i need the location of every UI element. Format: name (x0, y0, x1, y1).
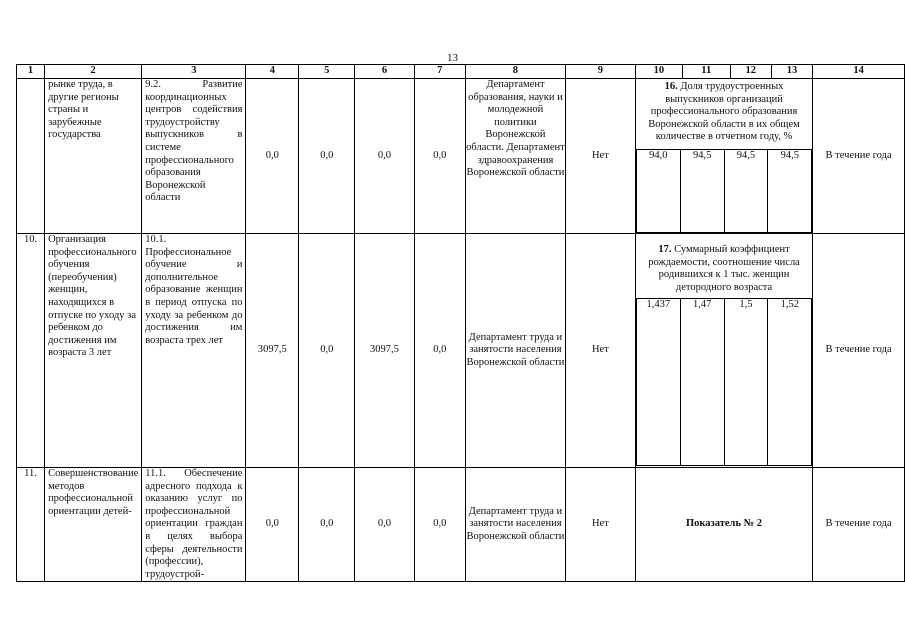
indicator-values (636, 298, 812, 466)
funding-total: 3097,5 (246, 234, 299, 468)
funding-federal: 0,0 (299, 468, 355, 582)
col-header: 10 (635, 65, 682, 79)
deadline: В течение года (813, 79, 905, 234)
col9-value: Нет (565, 79, 635, 234)
indicator-text (636, 234, 812, 298)
indicator-value: 94,5 (724, 150, 768, 233)
funding-other: 0,0 (414, 234, 465, 468)
funding-regional: 0,0 (355, 468, 414, 582)
indicator-number: 17. (658, 244, 672, 255)
table-row (17, 79, 905, 234)
funding-total: 0,0 (246, 79, 299, 234)
sub-event: 9.2. Развитие координационных центров содействия трудоустройству выпускников в системе профессионального образования Воронежской области (142, 79, 246, 234)
funding-regional: 3097,5 (355, 234, 414, 468)
deadline: В течение года (813, 234, 905, 468)
indicator-value: 94,0 (636, 150, 680, 233)
department: Департамент труда и занятости населения Воронежской области (466, 234, 566, 468)
sub-event: 10.1. Профессиональное обучение и дополнительное образование женщин в период отпуска по уходу за ребенком до достижения им возраста трех лет (142, 234, 246, 468)
indicator-value: 94,5 (680, 150, 724, 233)
col-header: 7 (414, 65, 465, 79)
department: Департамент образования, науки и молодежной политики Воронежской области. Департамент здравоохранения Воронежской области (466, 79, 566, 234)
indicator-number: 16. (664, 81, 678, 92)
col-header: 11 (682, 65, 730, 79)
funding-regional: 0,0 (355, 79, 414, 234)
table-row (17, 468, 905, 582)
col-header: 9 (565, 65, 635, 79)
col9-value: Нет (565, 234, 635, 468)
event-name: Совершенствование методов профессиональной ориентации детей- (45, 468, 142, 582)
col-header: 12 (730, 65, 771, 79)
funding-federal: 0,0 (299, 234, 355, 468)
column-numbers-row (17, 65, 905, 79)
indicator-description: Доля трудоустроенных выпускников организаций профессионального образования Воронежской области в их общем количестве в отчетном году, % (648, 81, 800, 143)
indicator-text (636, 79, 812, 149)
funding-other: 0,0 (414, 468, 465, 582)
funding-federal: 0,0 (299, 79, 355, 234)
col-header: 5 (299, 65, 355, 79)
row-number: 11. (17, 468, 45, 582)
row-number: 10. (17, 234, 45, 468)
funding-total: 0,0 (246, 468, 299, 582)
col-header: 6 (355, 65, 414, 79)
table-row (17, 234, 905, 468)
col-header: 14 (813, 65, 905, 79)
indicator-value: 1,437 (636, 299, 680, 466)
indicator-value: 1,5 (724, 299, 768, 466)
sub-event: 11.1. Обеспечение адресного подхода к оказанию услуг по профессиональной ориентации граждан в целях выбора сферы деятельности (профессии), трудоустрой- (142, 468, 246, 582)
funding-other: 0,0 (414, 79, 465, 234)
indicator-value: 1,52 (768, 299, 812, 466)
row-number (17, 79, 45, 234)
col-header: 1 (17, 65, 45, 79)
col-header: 3 (142, 65, 246, 79)
deadline: В течение года (813, 468, 905, 582)
event-name: рынке труда, в другие регионы страны и зарубежные государства (45, 79, 142, 234)
page-number: 13 (447, 52, 458, 64)
indicator-cell (635, 79, 812, 234)
col-header: 4 (246, 65, 299, 79)
indicator-reference: Показатель № 2 (635, 468, 812, 582)
col-header: 2 (45, 65, 142, 79)
indicator-description: Суммарный коэффициент рождаемости, соотношение числа родившихся к 1 тыс. женщин детородного возраста (648, 244, 800, 293)
col-header: 13 (771, 65, 812, 79)
col9-value: Нет (565, 468, 635, 582)
indicator-value: 94,5 (768, 150, 812, 233)
program-table (16, 64, 905, 582)
indicator-value: 1,47 (680, 299, 724, 466)
event-name: Организация профессионального обучения (переобучения) женщин, находящихся в отпуске по уходу за ребенком до достижения им возраста 3 лет (45, 234, 142, 468)
col-header: 8 (466, 65, 566, 79)
department: Департамент труда и занятости населения Воронежской области (466, 468, 566, 582)
indicator-values (636, 149, 812, 233)
indicator-cell (635, 234, 812, 468)
